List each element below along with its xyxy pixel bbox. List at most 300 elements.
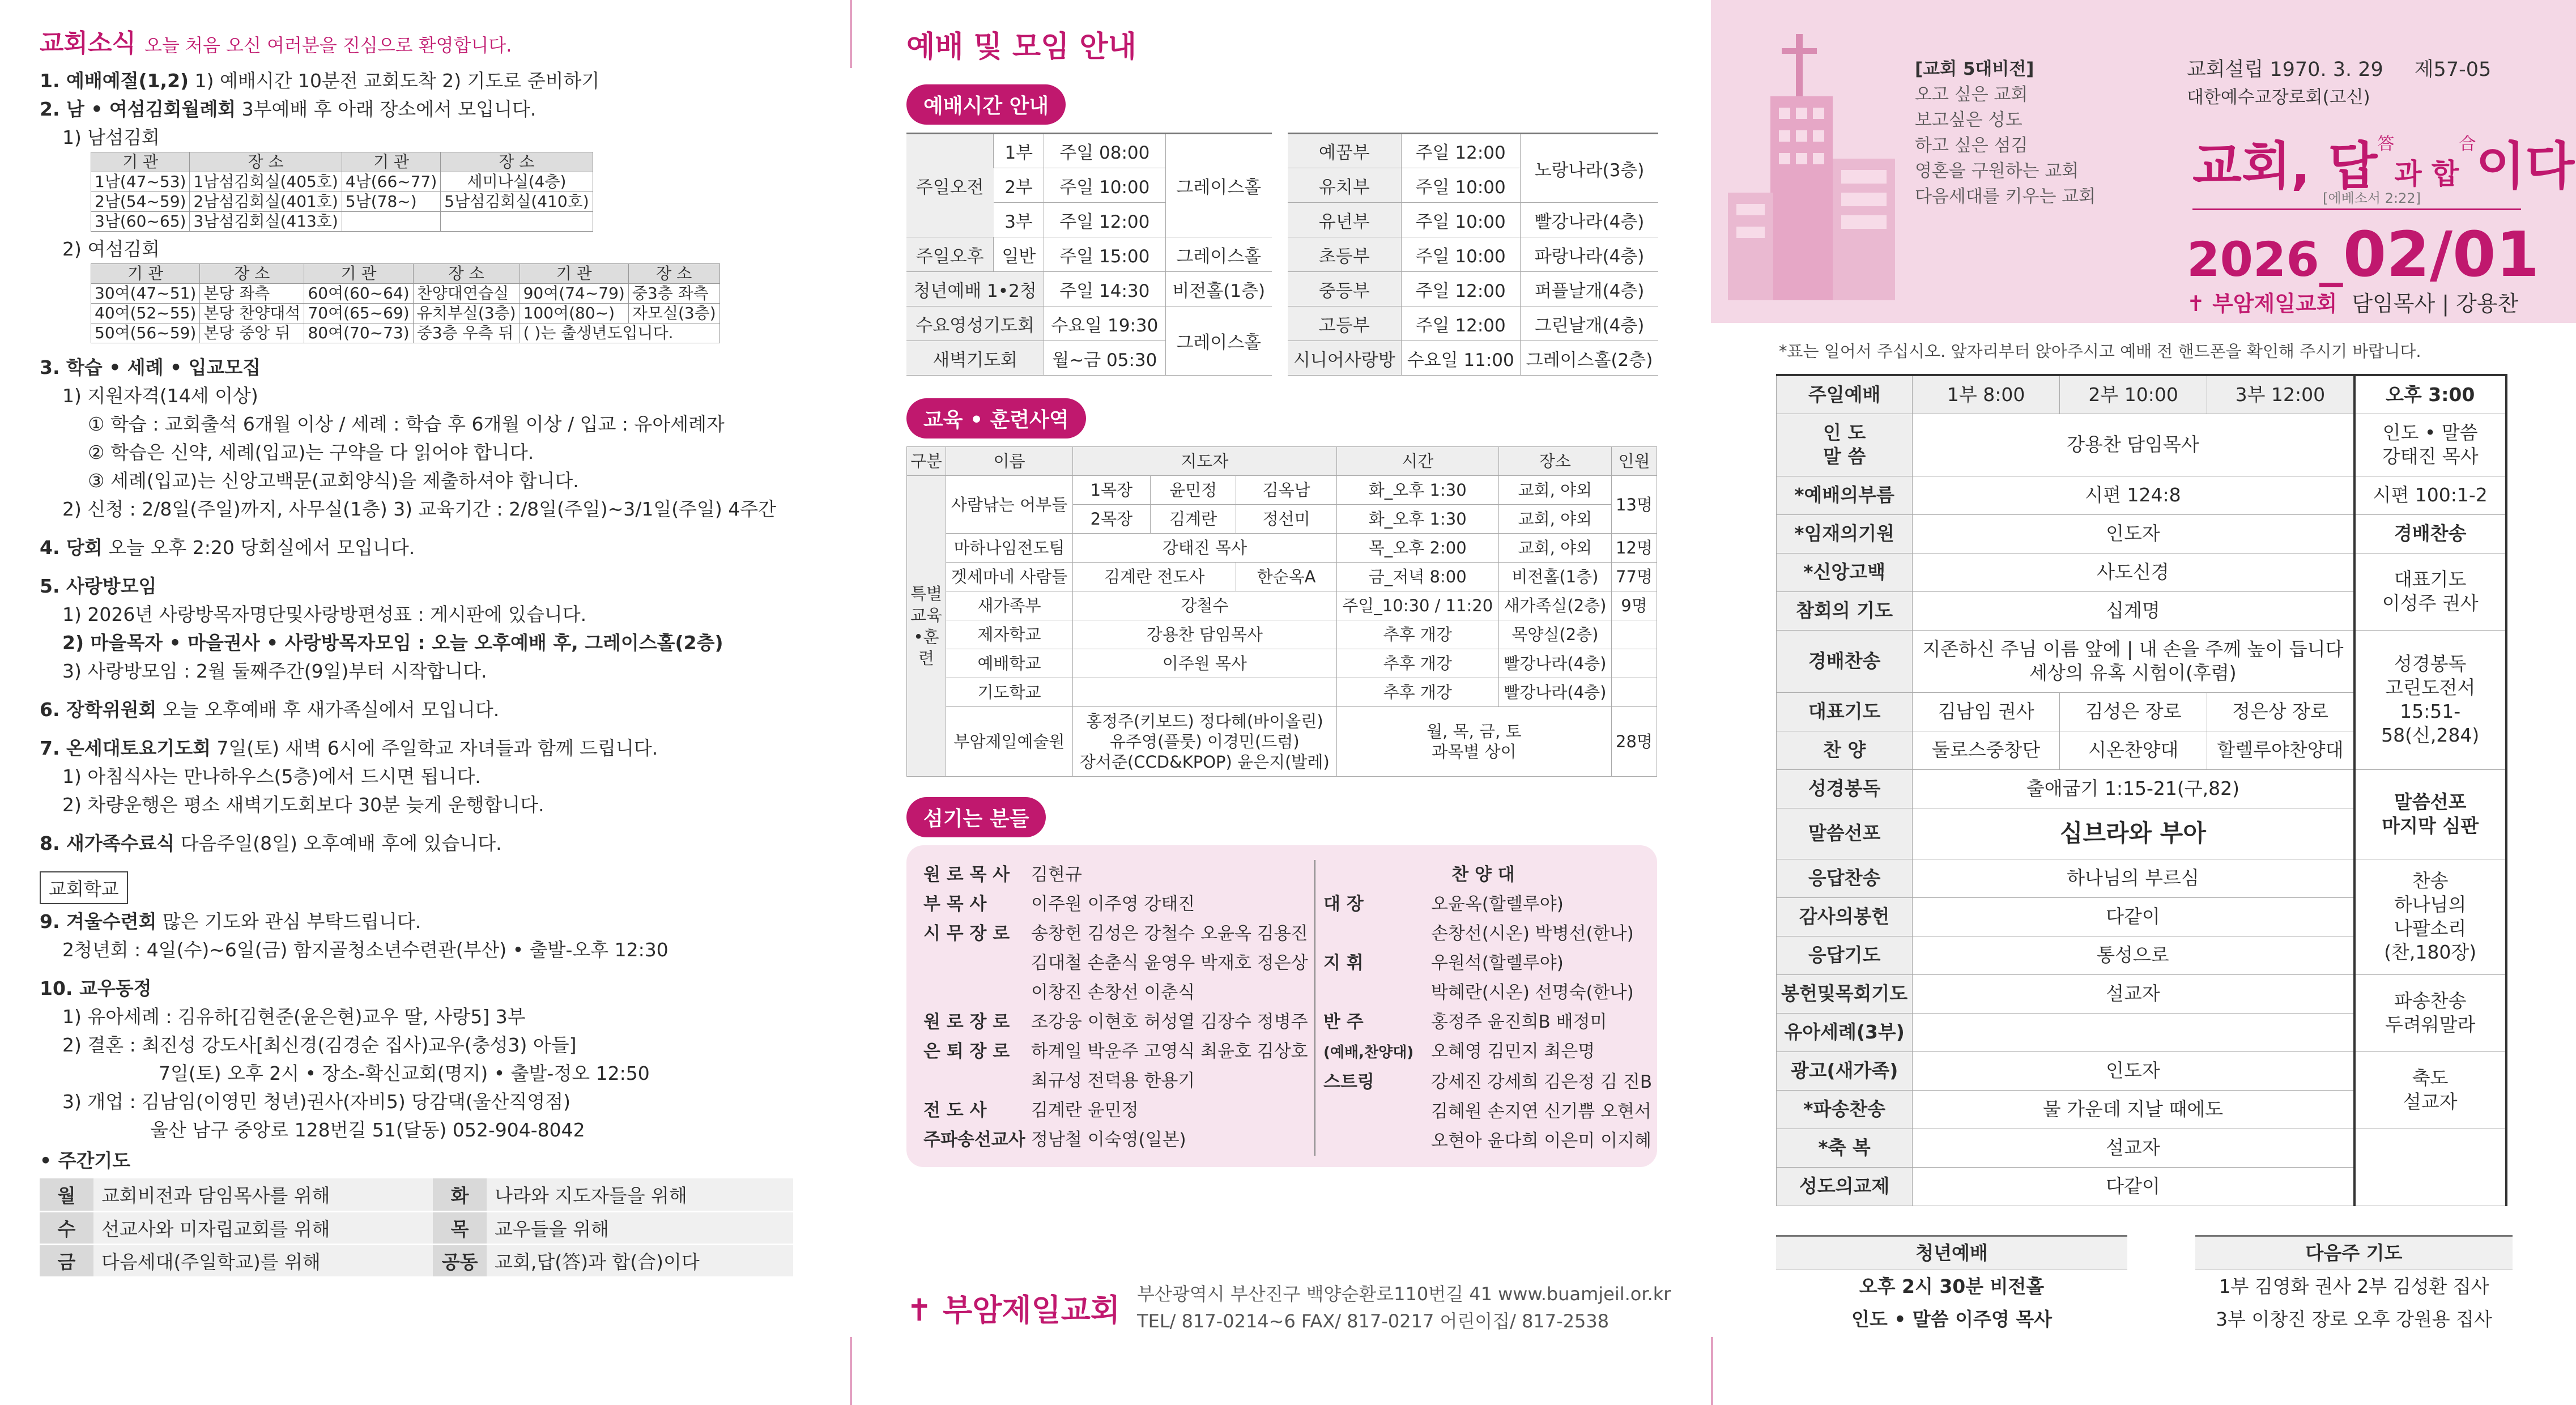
- table-cell: 2남섬김회실(401호): [190, 192, 342, 212]
- prayer-day: 목: [433, 1211, 487, 1244]
- news-5-head: 5. 사랑방모임: [40, 575, 157, 597]
- next-week-prayer-line: 3부 이창진 장로 오후 강원용 집사: [2216, 1308, 2492, 1330]
- art-teachers-line: 유주영(플룻) 이경민(드럼): [1110, 732, 1300, 751]
- news-4-text: 오늘 오후 2:20 당회실에서 모입니다.: [108, 537, 415, 559]
- weekly-prayer-table: [40, 1178, 793, 1278]
- news-3-line: 1) 지원자격(14세 이상): [62, 385, 258, 407]
- table-cell: 새가족부: [946, 591, 1073, 620]
- table-cell: 강철수: [1073, 591, 1337, 620]
- table-cell: 2남(54~59): [91, 192, 190, 212]
- table-row: 찬 양 둘로스중창단 시온찬양대 할렐루야찬양대: [1777, 731, 2506, 769]
- table-cell: 김옥남: [1236, 476, 1336, 505]
- table-row: [40, 1178, 793, 1211]
- table-cell: 28명: [1612, 707, 1657, 777]
- worship-times-table-right: [1288, 133, 1658, 376]
- education-table: [906, 446, 1657, 777]
- table-cell: 본당 찬양대석: [200, 304, 304, 323]
- edu-header: 장소: [1498, 447, 1611, 476]
- church-news-title: 교회소식: [40, 29, 137, 58]
- vision-item: 보고싶은 성도: [1915, 110, 2023, 130]
- list-item: 주파송선교사 정남철 이숙영(일본): [923, 1130, 1186, 1150]
- table-row: [907, 678, 1657, 707]
- news-3-line: ① 학습 : 교회출석 6개월 이상 / 세례 : 학습 후 6개월 이상 / 입교 : 유아세례자: [88, 413, 725, 435]
- table-cell: 자모실(3층): [628, 304, 719, 323]
- news-1-head: 1. 예배예절(1,2): [40, 70, 189, 92]
- prayer-topic: 선교사와 미자립교회를 위해: [93, 1211, 433, 1244]
- table-row: *예배의부름 시편 124:8 시편 100:1-2: [1777, 476, 2506, 514]
- news-5-line: 2) 마을목자 • 마을권사 • 사랑방목자모임 : 오늘 오후예배 후, 그레이스홀(2층): [62, 632, 723, 654]
- youth-worship-box: [1776, 1235, 2127, 1336]
- news-2-text: 3부예배 후 아래 장소에서 모입니다.: [241, 98, 537, 120]
- established-date: 교회설립 1970. 3. 29: [2187, 58, 2383, 81]
- table-row: [907, 563, 1657, 591]
- news-10-line: 7일(토) 오후 2시 • 장소-확신교회(명지) • 출발-정오 12:50: [159, 1062, 650, 1084]
- table-cell: 한순옥A: [1236, 563, 1336, 591]
- bulletin-date: 2026_02/01: [2187, 218, 2540, 291]
- education-pill: 교육 • 훈련사역: [906, 398, 1086, 438]
- news-9-head: 9. 겨울수련회: [40, 910, 157, 933]
- table-row: [907, 649, 1657, 678]
- table-cell: 예배학교: [946, 649, 1073, 678]
- women-header: 장 소: [200, 264, 304, 284]
- list-item: 김혜원 손지연 신기쁨 오현서: [1431, 1101, 1651, 1122]
- table-cell: 1목장: [1073, 476, 1151, 505]
- list-item: 스트링 강세진 강세희 김은정 김 진B: [1323, 1072, 1653, 1092]
- worship-info-column: [850, 0, 1711, 1405]
- senior-pastor: 담임목사 | 강용찬: [2352, 291, 2519, 316]
- table-cell: 수요일 19:30: [1044, 306, 1165, 341]
- table-cell: 목양실(2층): [1498, 620, 1611, 649]
- table-cell: 3남(60~65): [91, 212, 190, 232]
- youth-worship-title: 청년예배: [1776, 1235, 2127, 1270]
- table-cell: 1남(47~53): [91, 172, 190, 192]
- worship-times-pill: 예배시간 안내: [906, 84, 1066, 125]
- women-fellowship-table: [91, 263, 720, 343]
- table-cell: 주일오후: [906, 237, 994, 272]
- table-cell: [1336, 707, 1611, 777]
- table-cell: 주일 12:00: [1401, 306, 1520, 341]
- table-row: 대표기도 김남임 권사 김성은 장로 정은상 장로: [1777, 692, 2506, 731]
- list-item: 지 휘 우원석(할렐루야): [1323, 953, 1564, 973]
- table-cell: 이주원 목사: [1073, 649, 1337, 678]
- edu-header: 이름: [946, 447, 1073, 476]
- list-item: 원 로 장 로 조강웅 이현호 허성열 김장수 정병주: [923, 1012, 1308, 1032]
- table-cell: 추후 개강: [1336, 620, 1498, 649]
- table-row: [91, 284, 720, 304]
- table-cell: 90여(74~79): [520, 284, 628, 304]
- table-cell: 세미나실(4층): [441, 172, 593, 192]
- prayer-day: 수: [40, 1211, 93, 1244]
- table-cell: 5남(78~): [342, 192, 440, 212]
- table-cell: 화_오후 1:30: [1336, 476, 1498, 505]
- denomination: 대한예수교장로회(고신): [2187, 87, 2370, 108]
- order-header: 1부 8:00: [1913, 375, 2060, 414]
- art-time-line: 월, 목, 금, 토: [1427, 722, 1522, 741]
- women-header: 기 관: [304, 264, 413, 284]
- table-cell: 3남섬김회실(413호): [190, 212, 342, 232]
- youth-worship-line: 오후 2시 30분 비전홀: [1859, 1275, 2045, 1297]
- table-cell: 주일 12:00: [1044, 203, 1165, 237]
- news-3-line: ② 학습은 신약, 세례(입교)는 구약을 다 읽어야 합니다.: [88, 441, 534, 463]
- table-cell: 주일 12:00: [1401, 272, 1520, 306]
- table-cell: 본당 중앙 뒤: [200, 323, 304, 343]
- choir-title: 찬 양 대: [1451, 865, 1515, 885]
- order-header: 오후 3:00: [2354, 375, 2506, 414]
- table-cell: 파랑나라(4층): [1520, 237, 1658, 272]
- servers-box: [906, 845, 1657, 1167]
- table-cell: 월~금 05:30: [1044, 341, 1165, 376]
- list-item: 박혜란(시온) 선명숙(한나): [1431, 982, 1634, 1003]
- table-cell: 사람낚는 어부들: [946, 476, 1073, 534]
- standing-notice: *표는 일어서 주십시오. 앞자리부터 앉아주시고 예배 전 핸드폰을 확인해 주시기 바랍니다.: [1779, 342, 2421, 361]
- table-cell: [1073, 678, 1337, 707]
- church-vision: [1915, 57, 2096, 210]
- table-cell: 30여(47~51): [91, 284, 200, 304]
- footer-logo: [906, 1286, 1120, 1330]
- table-cell: 수요영성기도회: [906, 306, 1044, 341]
- table-cell: 주일 08:00: [1044, 134, 1165, 168]
- table-cell: 주일 10:00: [1044, 168, 1165, 203]
- table-cell: 그레이스홀: [1165, 306, 1272, 376]
- art-teachers-line: 홍정주(키보드) 정다혜(바이올린): [1086, 712, 1323, 731]
- table-cell: 100여(80~): [520, 304, 628, 323]
- table-cell: 강용찬 담임목사: [1073, 620, 1337, 649]
- art-teachers-line: 장서준(CCD&KPOP) 윤은지(발레): [1079, 752, 1330, 772]
- table-cell: 추후 개강: [1336, 649, 1498, 678]
- table-row: *파송찬송 물 가운데 지날 때에도: [1777, 1090, 2506, 1129]
- table-row: 광고(새가족) 인도자 축도 설교자: [1777, 1051, 2506, 1090]
- table-cell: 그레이스홀(2층): [1520, 341, 1658, 376]
- cover-banner: [1711, 0, 2576, 323]
- edu-header: 시간: [1336, 447, 1498, 476]
- edu-header: 구분: [907, 447, 946, 476]
- table-cell: 주일 14:30: [1044, 272, 1165, 306]
- table-row: [91, 212, 593, 232]
- list-item: 김대철 손춘식 윤영우 박재호 정은상: [1031, 953, 1308, 973]
- table-cell: 부암제일예술원: [946, 707, 1073, 777]
- table-row: [907, 591, 1657, 620]
- table-cell: 주일오전: [906, 134, 994, 237]
- order-header: 2부 10:00: [2060, 375, 2207, 414]
- table-row: 응답찬송 하나님의 부르심 찬송 하나님의 나팔소리 (찬,180장): [1777, 859, 2506, 897]
- table-cell: 빨강나라(4층): [1520, 203, 1658, 237]
- vision-item: 영혼을 구원하는 교회: [1915, 161, 2079, 181]
- news-7-text: 7일(토) 새벽 6시에 주일학교 자녀들과 함께 드립니다.: [216, 737, 658, 759]
- list-item: 대 장 오윤옥(할렐루야): [1323, 894, 1564, 914]
- table-cell: 유치부: [1288, 168, 1401, 203]
- table-cell: 70여(65~69): [304, 304, 413, 323]
- table-cell: 빨강나라(4층): [1498, 678, 1611, 707]
- table-cell: 예꿈부: [1288, 134, 1401, 168]
- table-cell: 3부: [994, 203, 1044, 237]
- news-3-line: 2) 신청 : 2/8일(주일)까지, 사무실(1층) 3) 교육기간 : 2/8일(주일)~3/1일(주일) 4주간: [62, 498, 777, 520]
- table-row: *신앙고백 사도신경 대표기도 이성주 권사: [1777, 553, 2506, 591]
- women-header: 장 소: [413, 264, 520, 284]
- women-header: 기 관: [91, 264, 200, 284]
- prayer-day: 공동: [433, 1244, 487, 1277]
- women-header: 장 소: [628, 264, 719, 284]
- table-cell: 빨강나라(4층): [1498, 649, 1611, 678]
- table-row: 감사의봉헌 다같이: [1777, 897, 2506, 936]
- table-cell: 중3층 우측 뒤: [413, 323, 520, 343]
- issue-number: 제57-05: [2414, 58, 2492, 81]
- table-cell: 비전홀(1층): [1165, 272, 1272, 306]
- news-1-text: 1) 예배시간 10분전 교회도착 2) 기도로 준비하기: [194, 70, 600, 92]
- news-10-line: 1) 유아세례 : 김유하[김현준(윤은현)교우 딸, 사랑5] 3부: [62, 1006, 526, 1028]
- men-header: 장 소: [441, 152, 593, 172]
- list-item: 시 무 장 로 송창헌 김성은 강철수 오윤옥 김용진: [923, 923, 1308, 944]
- table-row: 말씀선포 십브라와 부아: [1777, 808, 2506, 859]
- table-cell: 4남(66~77): [342, 172, 440, 192]
- news-5-line: 3) 사랑방모임 : 2월 둘째주간(9일)부터 시작합니다.: [62, 660, 487, 682]
- edu-header: 지도자: [1073, 447, 1337, 476]
- table-cell: 노랑나라(3층): [1520, 134, 1658, 203]
- vision-item: 다음세대를 키우는 교회: [1915, 186, 2096, 207]
- table-row: 성경봉독 출애굽기 1:15-21(구,82) 말씀선포 마지막 심판: [1777, 769, 2506, 808]
- men-header: 장 소: [190, 152, 342, 172]
- table-cell: 1부: [994, 134, 1044, 168]
- table-row: [91, 172, 593, 192]
- prayer-topic: 다음세대(주일학교)를 위해: [93, 1244, 433, 1277]
- table-cell: 윤민정: [1150, 476, 1236, 505]
- news-10-line: 2) 결혼 : 최진성 강도사[최신경(김경순 집사)교우(충성3) 아들]: [62, 1034, 577, 1056]
- list-item: 오현아 윤다희 이은미 이지혜: [1431, 1131, 1651, 1151]
- table-cell: 주일 12:00: [1401, 134, 1520, 168]
- list-item: 전 도 사 김계란 윤민정: [923, 1100, 1139, 1121]
- footer-address: 부산광역시 부산진구 백양순환로110번길 41 www.buamjeil.or.kr: [1137, 1283, 1671, 1305]
- prayer-topic: 교우들을 위해: [487, 1211, 793, 1244]
- prayer-topic: 교회비전과 담임목사를 위해: [93, 1178, 433, 1211]
- list-item: 이창진 손창선 이춘식: [1031, 982, 1195, 1003]
- birth-year-note: ( )는 출생년도입니다.: [520, 323, 719, 343]
- table-cell: [441, 212, 593, 232]
- news-3-head: 3. 학습 • 세례 • 입교모집: [40, 356, 261, 378]
- prayer-day: 화: [433, 1178, 487, 1211]
- table-row: *축 복 설교자: [1777, 1129, 2506, 1167]
- motto-divider: [2192, 208, 2521, 210]
- table-cell: 주일 15:00: [1044, 237, 1165, 272]
- prayer-topic: 나라와 지도자들을 위해: [487, 1178, 793, 1211]
- news-9-text: 많은 기도와 관심 부탁드립니다.: [162, 910, 421, 933]
- table-cell: 주일 10:00: [1401, 168, 1520, 203]
- news-7-line: 1) 아침식사는 만나하우스(5층)에서 드시면 됩니다.: [62, 765, 481, 787]
- servers-pill: 섬기는 분들: [906, 797, 1046, 837]
- news-2-head: 2. 남 • 여섬김회월례회: [40, 98, 236, 120]
- table-cell: 1남섬김회실(405호): [190, 172, 342, 192]
- news-3-line: ③ 세례(입교)는 신앙고백문(교회양식)을 제출하셔야 합니다.: [88, 470, 579, 492]
- prayer-topic: 교회,답(答)과 합(合)이다: [487, 1244, 793, 1277]
- table-row: 참회의 기도 십계명: [1777, 591, 2506, 630]
- list-item: 은 퇴 장 로 하계일 박운주 고영식 최윤호 김상호: [923, 1041, 1308, 1062]
- table-cell: 겟세마네 사람들: [946, 563, 1073, 591]
- table-cell: 기도학교: [946, 678, 1073, 707]
- table-cell: 주일_10:30 / 11:20: [1336, 591, 1498, 620]
- youth-worship-line: 인도 • 말씀 이주영 목사: [1851, 1308, 2052, 1330]
- news-10-head: 10. 교우동정: [40, 977, 152, 999]
- motto-source: [에베소서 2:22]: [2323, 190, 2421, 206]
- news-9-line: 2청년회 : 4일(수)~6일(금) 함지골청소년수련관(부산) • 출발-오후 12:30: [62, 939, 669, 961]
- list-item: 원 로 목 사 김현규: [923, 865, 1082, 885]
- worship-times-table-left: [906, 133, 1272, 376]
- table-cell: 비전홀(1층): [1498, 563, 1611, 591]
- church-school-tag: 교회학교: [40, 871, 128, 904]
- order-of-worship-column: [1711, 0, 2576, 1405]
- news-8-head: 8. 새가족수료식: [40, 832, 175, 854]
- list-item: 부 목 사 이주원 이주영 강태진: [923, 894, 1195, 914]
- edu-group-label: 특별교육•훈련: [907, 476, 946, 777]
- list-item: 손창선(시온) 박병선(한나): [1431, 923, 1634, 944]
- footer: [906, 1280, 1671, 1335]
- table-cell: 새가족실(2층): [1498, 591, 1611, 620]
- table-cell: 그레이스홀: [1165, 237, 1272, 272]
- church-building-icon: [1717, 23, 1904, 317]
- table-cell: 9명: [1612, 591, 1657, 620]
- table-cell: 50여(56~59): [91, 323, 200, 343]
- weekly-prayer-title: • 주간기도: [40, 1149, 131, 1172]
- table-cell: 목_오후 2:00: [1336, 534, 1498, 563]
- list-item: 반 주 홍정주 윤진희B 배정미: [1323, 1012, 1607, 1032]
- table-cell: 김계란: [1150, 505, 1236, 534]
- footer-church-name: 부암제일교회: [943, 1292, 1121, 1328]
- table-cell: 유치부실(3층): [413, 304, 520, 323]
- news-6-head: 6. 장학위원회: [40, 699, 157, 721]
- footer-phone: TEL/ 817-0214~6 FAX/ 817-0217 어린이집/ 817-2538: [1137, 1310, 1610, 1332]
- table-cell: 2부: [994, 168, 1044, 203]
- table-cell: 80여(70~73): [304, 323, 413, 343]
- order-of-worship-table: [1776, 374, 2507, 1206]
- worship-info-title: 예배 및 모임 안내: [906, 30, 1136, 64]
- table-cell: 시니어사랑방: [1288, 341, 1401, 376]
- welcome-text: 오늘 처음 오신 여러분을 진심으로 환영합니다.: [144, 35, 512, 56]
- table-cell: 김계란 전도사: [1073, 563, 1236, 591]
- table-cell: 수요일 11:00: [1401, 341, 1520, 376]
- table-cell: [342, 212, 440, 232]
- news-7-head: 7. 온세대토요기도회: [40, 737, 211, 759]
- motto: 교회, 답$^答$과 합$^合$이다: [2192, 134, 2575, 196]
- news-4-head: 4. 당회: [40, 537, 103, 559]
- next-week-prayer-title: 다음주 기도: [2195, 1235, 2513, 1270]
- table-cell: [1612, 678, 1657, 707]
- news-7-line: 2) 차량운행은 평소 새벽기도회보다 30분 늦게 운행합니다.: [62, 794, 544, 816]
- table-row: 경배찬송 지존하신 주님 이름 앞에 | 내 손을 주께 높이 듭니다 세상의 유혹 시험이(후렴) 성경봉독 고린도전서 15:51-58(신,284): [1777, 630, 2506, 692]
- table-cell: 그린날개(4층): [1520, 306, 1658, 341]
- table-cell: 중등부: [1288, 272, 1401, 306]
- table-cell: 교회, 야외: [1498, 476, 1611, 505]
- table-row: [91, 304, 720, 323]
- table-row: 봉헌및목회기도 설교자 파송찬송 두려워말라: [1777, 974, 2506, 1013]
- table-cell: 교회, 야외: [1498, 505, 1611, 534]
- next-week-prayer-line: 1부 김영화 권사 2부 김성환 집사: [2219, 1275, 2489, 1297]
- table-row: [40, 1244, 793, 1277]
- men-label: 1) 남섬김회: [62, 126, 160, 148]
- table-cell: 77명: [1612, 563, 1657, 591]
- table-cell: 일반: [994, 237, 1044, 272]
- table-cell: 60여(60~64): [304, 284, 413, 304]
- table-cell: 13명: [1612, 476, 1657, 534]
- cross-icon: ✝: [906, 1292, 933, 1328]
- table-cell: 제자학교: [946, 620, 1073, 649]
- news-10-line: 3) 개업 : 김남임(이영민 청년)권사(자비5) 당감댁(울산직영점): [62, 1091, 570, 1113]
- prayer-day: 금: [40, 1244, 93, 1277]
- table-cell: 강태진 목사: [1073, 534, 1337, 563]
- vision-item: 오고 싶은 교회: [1915, 84, 2028, 105]
- table-cell: 주일 10:00: [1401, 203, 1520, 237]
- table-cell: 마하나임전도팀: [946, 534, 1073, 563]
- order-header: 주일예배: [1777, 375, 1913, 414]
- men-fellowship-table: [91, 152, 593, 232]
- table-cell: 찬양대연습실: [413, 284, 520, 304]
- women-header: 기 관: [520, 264, 628, 284]
- table-row: 인 도 말 씀 강용찬 담임목사 인도 • 말씀 강태진 목사: [1777, 414, 2506, 476]
- order-header: 3부 12:00: [2207, 375, 2354, 414]
- next-week-prayer-box: [2195, 1235, 2513, 1336]
- table-row: 유아세례(3부): [1777, 1013, 2506, 1051]
- table-cell: 주일 10:00: [1401, 237, 1520, 272]
- list-item: (예배,찬양대) 오혜영 김민지 최은명: [1323, 1041, 1595, 1062]
- cover-church-name: ✝ 부암제일교회: [2187, 291, 2337, 316]
- women-label: 2) 여섬김회: [62, 238, 160, 260]
- table-row: [907, 534, 1657, 563]
- news-8-text: 다음주일(8일) 오후예배 후에 있습니다.: [180, 832, 502, 854]
- table-cell: 교회, 야외: [1498, 534, 1611, 563]
- table-row: 응답기도 통성으로: [1777, 936, 2506, 974]
- table-cell: 정선미: [1236, 505, 1336, 534]
- table-row: [907, 476, 1657, 505]
- table-row: *임재의기원 인도자 경배찬송: [1777, 514, 2506, 553]
- servers-staff-list: [923, 860, 1309, 1155]
- table-cell: [1612, 620, 1657, 649]
- vision-title: [교회 5대비전]: [1915, 59, 2034, 79]
- list-item: 최규성 전덕용 한용기: [1031, 1071, 1195, 1091]
- table-cell: 화_오후 1:30: [1336, 505, 1498, 534]
- vision-item: 하고 싶은 섬김: [1915, 135, 2028, 156]
- news-6-text: 오늘 오후예배 후 새가족실에서 모입니다.: [162, 699, 500, 721]
- table-cell: 중3층 좌측: [628, 284, 719, 304]
- art-time-line: 과목별 상이: [1432, 742, 1517, 761]
- men-header: 기 관: [91, 152, 190, 172]
- table-row: [91, 192, 593, 212]
- men-header: 기 관: [342, 152, 440, 172]
- table-cell: 12명: [1612, 534, 1657, 563]
- news-5-line: 1) 2026년 사랑방목자명단및사랑방편성표 : 게시판에 있습니다.: [62, 603, 587, 625]
- table-cell: 40여(52~55): [91, 304, 200, 323]
- table-cell: [1612, 649, 1657, 678]
- table-cell: 본당 좌측: [200, 284, 304, 304]
- table-cell: 유년부: [1288, 203, 1401, 237]
- cross-icon: ✝: [2187, 291, 2205, 316]
- table-cell: 고등부: [1288, 306, 1401, 341]
- table-row: [91, 323, 720, 343]
- edu-header: 인원: [1612, 447, 1657, 476]
- table-cell: 추후 개강: [1336, 678, 1498, 707]
- table-cell: 초등부: [1288, 237, 1401, 272]
- table-cell: 금_저녁 8:00: [1336, 563, 1498, 591]
- prayer-day: 월: [40, 1178, 93, 1211]
- church-news-column: [0, 0, 850, 1405]
- table-cell: 퍼플날개(4층): [1520, 272, 1658, 306]
- table-row: 성도의교제 다같이: [1777, 1167, 2506, 1206]
- table-row: [907, 620, 1657, 649]
- table-cell: 2목장: [1073, 505, 1151, 534]
- choir-list: [1314, 860, 1653, 1156]
- table-cell: 5남섬김회실(410호): [441, 192, 593, 212]
- table-cell: 청년예배 1•2청: [906, 272, 1044, 306]
- table-cell: 그레이스홀: [1165, 134, 1272, 237]
- table-cell: [1073, 707, 1337, 777]
- table-row: [40, 1211, 793, 1244]
- news-10-line: 울산 남구 중앙로 128번길 51(달동) 052-904-8042: [150, 1119, 585, 1141]
- table-cell: 새벽기도회: [906, 341, 1044, 376]
